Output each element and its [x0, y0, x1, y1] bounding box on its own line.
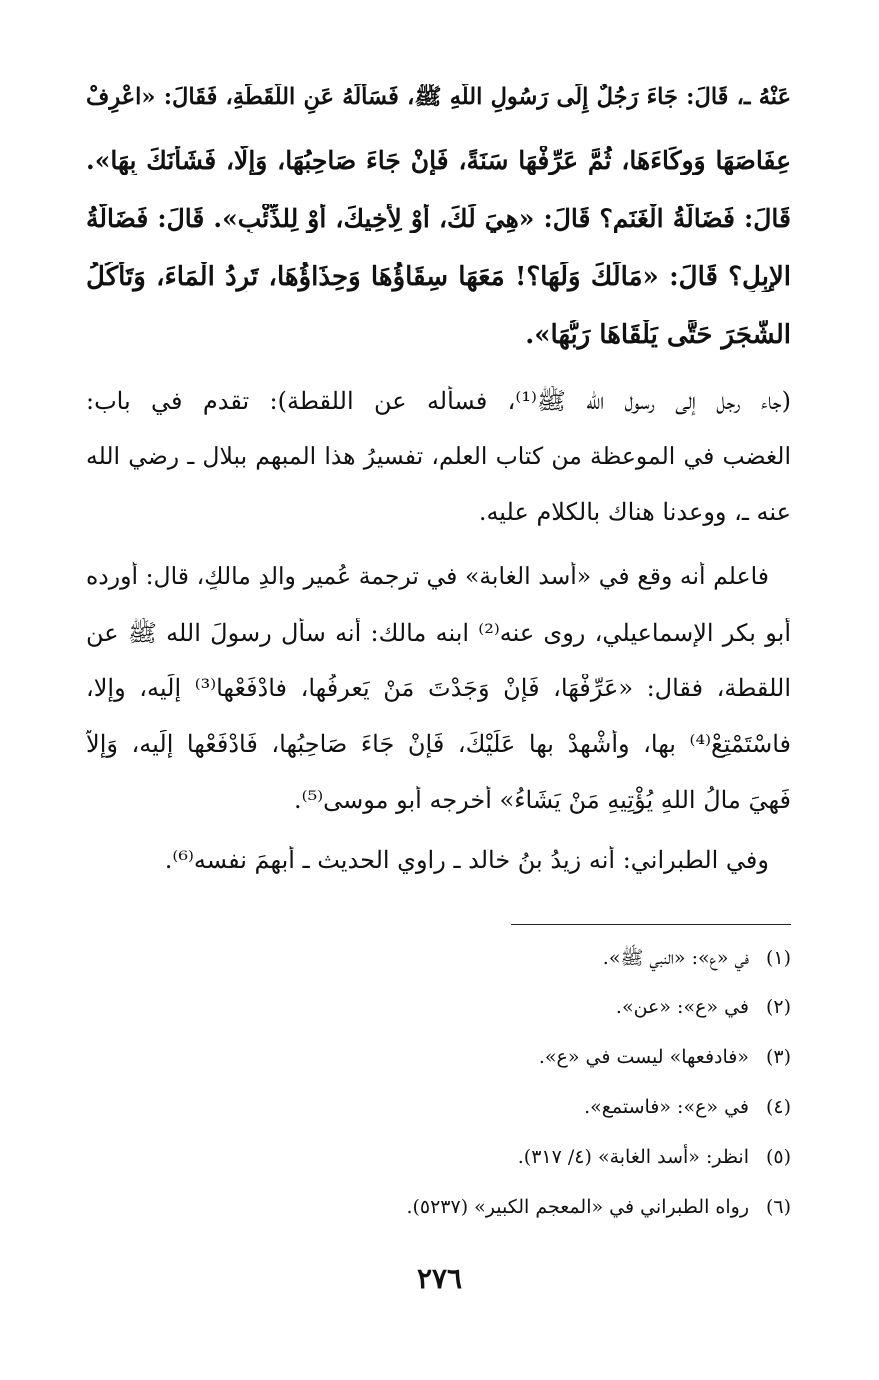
footnote-number: (٤) [765, 1096, 791, 1118]
footnote-2 [86, 996, 791, 1018]
footnote-4 [86, 1096, 791, 1118]
footnote-text: في «ع»: «النبي ﷺ». [602, 947, 749, 969]
footnote-number: (٥) [765, 1146, 791, 1168]
hadith-line-3: قَالَ: فَضَالَّةُ الْغَنَمِ؟ قَالَ: «هِيَ لَكَ، أَوْ لِأَخِيكَ، أَوْ لِلذِّئْبِ». قَالَ: فَضَالَّةُ [86, 204, 791, 233]
footnote-1 [86, 946, 791, 974]
commentary-1-line-3: عنه ـ، ووعدنا هناك بالكلام عليه. [478, 498, 791, 526]
commentary-2-line-2: أبو بكر الإسماعيلي، روى عنه⁽²⁾ ابنه مالك: أنه سأل رسولَ الله ﷺ عن [86, 619, 791, 647]
hadith-line-5: الشَّجَرَ حَتَّى يَلْقَاهَا رَبُّهَا». [525, 320, 791, 350]
page-number: ٢٧٦ [416, 1262, 463, 1295]
footnote-5 [86, 1146, 791, 1168]
commentary-2-line-4: فاسْتَمْتِعْ⁽⁴⁾ بها، وأَشْهِدْ بها عَلَيْكَ، فَإِنْ جَاءَ صَاحِبُها، فَادْفَعْها إِلَيه، وَإِلاَّ [86, 730, 791, 758]
footnote-text: رواه الطبراني في «المعجم الكبير» (٥٢٣٧). [406, 1196, 749, 1218]
commentary-1-line-1: (جاء رجل إلى رسول الله ﷺ⁽¹⁾، فسأله عن اللقطة): تقدم في باب: [86, 387, 791, 415]
footnote-separator [511, 924, 791, 925]
commentary-2-line-3: اللقطة، فقال: «عَرِّفْهَا، فَإِنْ وَجَدْتَ مَنْ يَعرفُها، فادْفَعْها⁽³⁾ إلَيه، وإلا، [86, 674, 791, 702]
footnote-number: (٣) [765, 1046, 791, 1068]
commentary-3-line: وفي الطبراني: أنه زيدُ بنُ خالد ـ راوي الحديث ـ أبهمَ نفسه⁽⁶⁾. [164, 846, 769, 874]
commentary-2-line-1: فاعلم أنه وقع في «أسد الغابة» في ترجمة عُمير والدِ مالكٍ، قال: أورده [86, 562, 769, 590]
footnote-number: (٢) [765, 996, 791, 1018]
footnote-number: (١) [765, 947, 791, 969]
footnote-6 [86, 1196, 791, 1218]
footnote-text: انظر: «أسد الغابة» (٤/ ٣١٧). [517, 1146, 749, 1168]
commentary-1-line-2: الغضب في الموعظة من كتاب العلم، تفسيرُ هذا المبهم ببلال ـ رضي الله [86, 442, 791, 470]
footnote-text: في «ع»: «عن». [615, 996, 749, 1018]
footnote-3 [86, 1046, 791, 1068]
hadith-line-2: عِفَاصَهَا وَوِكَاءَهَا، ثُمَّ عَرِّفْهَا سَنَةً، فَإِنْ جَاءَ صَاحِبُهَا، وَإِلَّا، فَشَأْنَكَ بِهَا». [86, 146, 791, 175]
hadith-line-1: عَنْهُ ـ، قَالَ: جَاءَ رَجُلٌ إِلَى رَسُولِ اللَّهِ ﷺ، فَسَأَلَهُ عَنِ اللُّقَطَةِ، فَقَالَ: «اعْرِفْ [86, 84, 791, 110]
commentary-2-line-5: فَهِيَ مالُ اللهِ يُؤْتِيهِ مَنْ يَشَاءُ» أخرجه أبو موسى⁽⁵⁾. [294, 786, 791, 814]
hadith-line-4: الإِبِلِ؟ قَالَ: «مَالَكَ وَلَهَا؟! مَعَهَا سِقَاؤُهَا وَحِذَاؤُهَا، تَرِدُ الْمَاءَ، وَتَأْكُلُ [86, 262, 791, 292]
footnote-text: في «ع»: «فاستمع». [584, 1096, 749, 1118]
footnote-number: (٦) [765, 1196, 791, 1218]
footnote-text: «فادفعها» ليست في «ع». [538, 1046, 749, 1068]
